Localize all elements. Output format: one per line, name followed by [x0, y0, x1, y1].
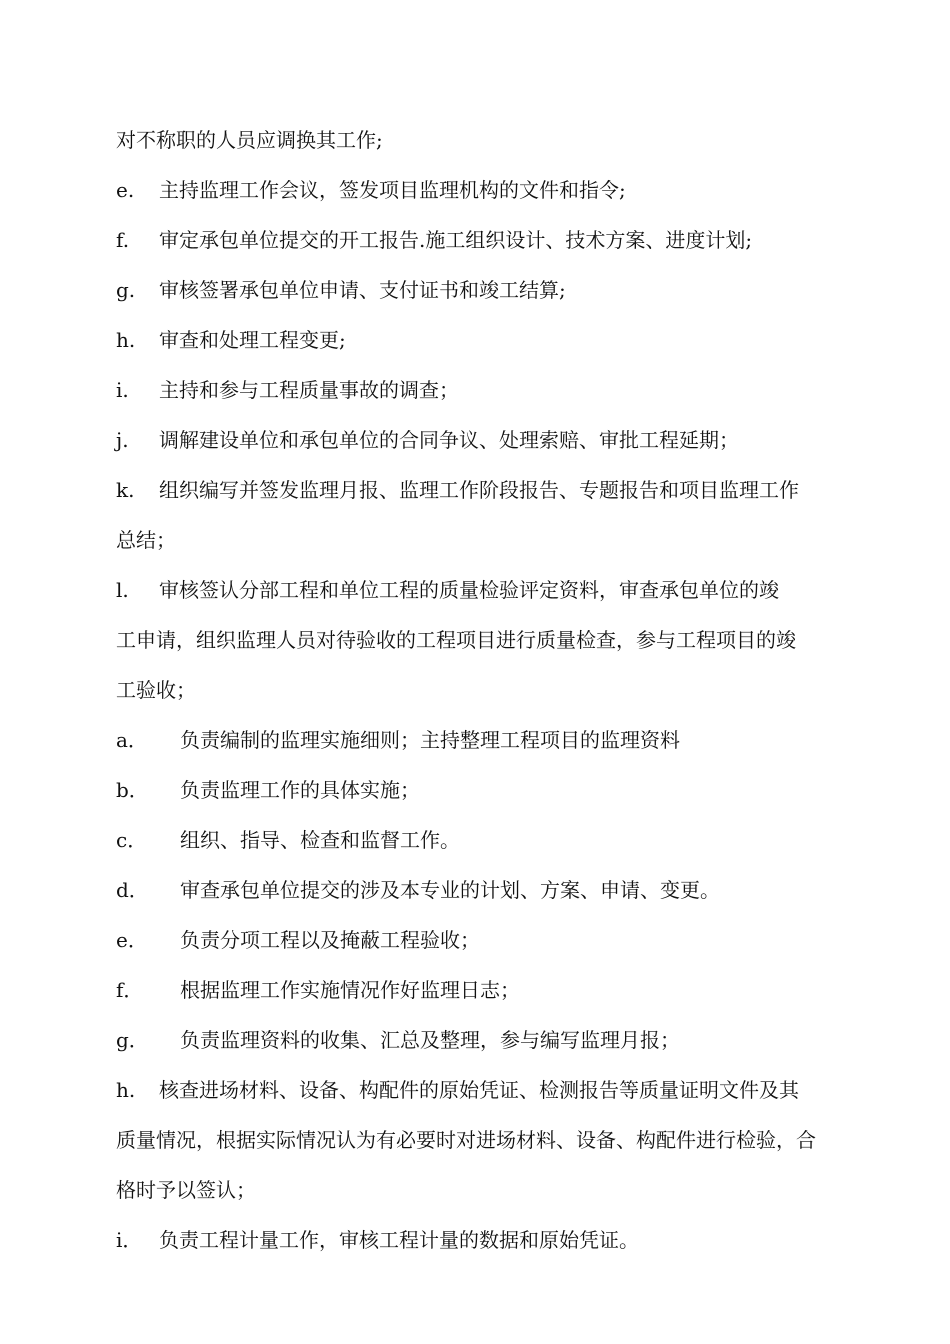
text-line [116, 115, 866, 165]
line-text: 总结； [116, 528, 176, 552]
list-item [116, 965, 866, 1015]
list-item-text: 审定承包单位提交的开工报告.施工组织设计、技术方案、进度计划; [159, 228, 753, 252]
list-item [116, 315, 866, 365]
line-text: 工验收； [116, 678, 196, 702]
continuation-line [116, 1115, 866, 1165]
list-item-text: 负责分项工程以及掩蔽工程验收； [180, 928, 480, 952]
list-marker: d． [116, 878, 149, 902]
list-item-text: 主持和参与工程质量事故的调查； [159, 378, 459, 402]
list-item-text: 负责编制的监理实施细则；主持整理工程项目的监理资料 [180, 728, 680, 752]
list-marker: k. [116, 478, 135, 502]
document-body [116, 115, 866, 1265]
list-item [116, 415, 866, 465]
list-marker: b． [116, 778, 149, 802]
list-item-text: 审查承包单位提交的涉及本专业的计划、方案、申请、变更。 [180, 878, 720, 902]
list-marker: h. [116, 1078, 136, 1102]
list-item [116, 765, 866, 815]
line-text: 质量情况，根据实际情况认为有必要时对进场材料、设备、构配件进行检验，合 [116, 1128, 816, 1152]
list-item [116, 1015, 866, 1065]
line-text: 工申请，组织监理人员对待验收的工程项目进行质量检查，参与工程项目的竣 [116, 628, 796, 652]
list-marker: f. [116, 228, 130, 252]
list-item-text: 负责工程计量工作，审核工程计量的数据和原始凭证。 [159, 1228, 639, 1252]
list-item [116, 365, 866, 415]
list-item-text: 调解建设单位和承包单位的合同争议、处理索赔、审批工程延期； [159, 428, 739, 452]
list-marker: a． [116, 728, 148, 752]
list-item-text: 根据监理工作实施情况作好监理日志； [180, 978, 520, 1002]
list-marker: g. [116, 278, 136, 302]
list-item-text: 审核签署承包单位申请、支付证书和竣工结算; [159, 278, 566, 302]
list-item-text: 审核签认分部工程和单位工程的质量检验评定资料，审查承包单位的竣 [159, 578, 779, 602]
list-item-text: 组织编写并签发监理月报、监理工作阶段报告、专题报告和项目监理工作 [159, 478, 799, 502]
list-marker: i. [116, 378, 129, 402]
continuation-line [116, 615, 866, 665]
list-item [116, 865, 866, 915]
list-item-text: 主持监理工作会议，签发项目监理机构的文件和指令; [159, 178, 626, 202]
list-item [116, 565, 866, 615]
list-marker: g． [116, 1028, 149, 1052]
list-marker: c． [116, 828, 148, 852]
list-marker: e． [116, 928, 148, 952]
list-item [116, 465, 866, 515]
continuation-line [116, 665, 866, 715]
list-item [116, 215, 866, 265]
list-item [116, 915, 866, 965]
line-text: 格时予以签认； [116, 1178, 256, 1202]
list-marker: h. [116, 328, 136, 352]
list-marker: f． [116, 978, 144, 1002]
list-item-text: 负责监理工作的具体实施； [180, 778, 420, 802]
continuation-line [116, 515, 866, 565]
list-item-text: 审查和处理工程变更; [159, 328, 346, 352]
list-item [116, 815, 866, 865]
list-marker: i． [116, 1228, 143, 1252]
list-marker: j. [116, 428, 129, 452]
list-item [116, 265, 866, 315]
list-item-text: 负责监理资料的收集、汇总及整理，参与编写监理月报； [180, 1028, 680, 1052]
list-item [116, 1215, 866, 1265]
line-text: 对不称职的人员应调换其工作; [116, 128, 383, 152]
continuation-line [116, 1165, 866, 1215]
list-item [116, 715, 866, 765]
list-item-text: 核查进场材料、设备、构配件的原始凭证、检测报告等质量证明文件及其 [159, 1078, 799, 1102]
list-item-text: 组织、指导、检查和监督工作。 [180, 828, 460, 852]
list-marker: e. [116, 178, 135, 202]
list-marker: l. [116, 578, 129, 602]
list-item [116, 1065, 866, 1115]
list-item [116, 165, 866, 215]
